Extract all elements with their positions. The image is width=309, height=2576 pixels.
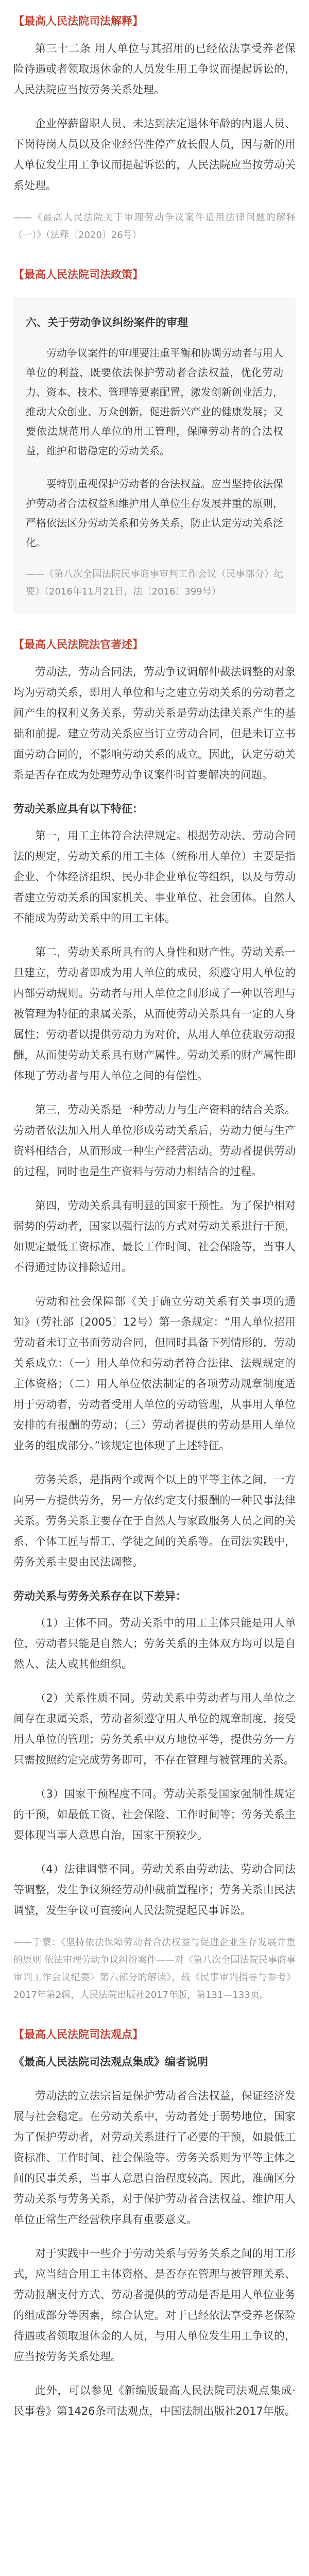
feature-3: 第三，劳动关系是一种劳动力与生产资料的结合关系。劳动者依法加入用人单位形成劳动关系后，劳动力便与生产资料相结合，从而形成一种生产经营活动。劳动者提供劳动的过程，同时也是生产资料与劳动力相结合的过程。 [13, 1104, 296, 1178]
editor-note-paragraph-2: 对于实践中一些介于劳动关系与劳务关系之间的用工形式，应当结合用工主体资格、是否存在管理与被管理关系、劳动报酬支付方式、劳动者提供的劳动是否是用人单位业务的组成部分等因素，综合认定。对于已经依法享受养老保险待遇或者领取退休金的人员，与用人单位发生用工争议的，应当按劳务关系处理。 [13, 2247, 296, 2363]
article-32-paragraph-2: 企业停薪留职人员、未达到法定退休年龄的内退人员、下岗待岗人员以及企业经营性停产放长假人员，因与新的用人单位发生用工争议而提起诉讼的，人民法院应当按劳动关系处理。 [13, 117, 296, 192]
difference-4: （4）法律调整不同。劳动关系由劳动法、劳动合同法等调整，发生争议须经劳动仲裁前置程序；劳务关系由民法调整，发生争议可直接向人民法院提起民事诉讼。 [13, 1863, 296, 1917]
labor-relation-features-title: 劳动关系应具有以下特征： [13, 803, 143, 815]
service-relation-paragraph: 劳务关系，是指两个或两个以上的平等主体之间，一方向另一方提供劳务，另一方依约定支付报酬的一种民事法律关系。劳务关系主要存在于自然人与家政服务人员之间的关系、个体工匠与帮工、学徒之间的关系等。在司法实践中，劳务关系主要由民法调整。 [13, 1473, 296, 1568]
policy-citation: ——《第八次全国法院民事商事审判工作会议（民事部分）纪要》（2016年11月21日，法〔2016〕399号） [26, 569, 283, 597]
editor-note-title: 《最高人民法院司法观点集成》编者说明 [13, 2056, 208, 2068]
section-tag-judicial-view: 【最高人民法院司法观点】 [13, 2028, 143, 2041]
policy-quote-box [13, 297, 296, 614]
policy-paragraph-2: 要特别重视保护劳动者的合法权益。应当坚持依法保护劳动者合法权益和维护用人单位生存发展并重的原则，严格依法区分劳动关系和劳务关系，防止认定劳动关系泛化。 [26, 478, 283, 549]
article-32-paragraph: 第三十二条 用人单位与其招用的已经依法享受养老保险待遇或者领取退休金的人员发生用工争议而提起诉讼的，人民法院应当按劳务关系处理。 [13, 42, 296, 96]
editor-note-paragraph-3: 此外，可以参见《新编版最高人民法院司法观点集成·民事卷》第1426条司法观点，中国法制出版社2017年版。 [13, 2384, 296, 2417]
difference-2: （2）关系性质不同。劳动关系中劳动者与用人单位之间存在隶属关系，劳动者须遵守用人单位的规章制度，接受用人单位的管理；劳务关系中双方地位平等，提供劳务一方只需按照约定完成劳务即可，不存在管理与被管理的关系。 [13, 1692, 296, 1766]
difference-1: （1）主体不同。劳动关系中的用工主体只能是用人单位，劳动者只能是自然人；劳务关系的主体双方均可以是自然人、法人或其他组织。 [13, 1617, 296, 1670]
editor-note-paragraph: 劳动法的立法宗旨是保护劳动者合法权益，保证经济发展与社会稳定。在劳动关系中，劳动者处于弱势地位，国家为了保护劳动者，对劳动关系进行了必要的干预，如最低工资标准、工作时间、社会保险等。劳务关系则为平等主体之间的民事关系，当事人意思自治程度较高。因此，准确区分劳动关系与劳务关系，对于保护劳动者合法权益、维护用人单位正常生产经营秩序具有重要意义。 [13, 2090, 296, 2226]
section-tag-judicial-interpretation: 【最高人民法院司法解释】 [13, 15, 143, 27]
difference-3: （3）国家干预程度不同。劳动关系受国家强制性规定的干预，如最低工资、社会保险、工作时间等；劳务关系主要体现当事人意思自治，国家干预较少。 [13, 1788, 296, 1841]
judge-citation: ——于蒙：《坚持依法保障劳动者合法权益与促进企业生存发展并重的原则 依法审理劳动争议纠纷案件——对〈第八次全国法院民事商事审判工作会议纪要〉第六部分的解读》，载《民事审判指导与参考》2017年第2辑，人民法院出版社2017年版，第131—133页。 [13, 1937, 296, 2001]
section-tag-judge-writing: 【最高人民法院法官著述】 [13, 638, 143, 651]
differences-title: 劳动关系与劳务关系存在以下差异： [13, 1590, 186, 1602]
feature-1: 第一，用工主体符合法律规定。根据劳动法、劳动合同法的规定，劳动关系的用工主体（统称用人单位）主要是指企业、个体经济组织、民办非企业单位等组织，以及与劳动者建立劳动关系的国家机关、事业单位、社会团体。自然人不能成为劳动关系中的用工主体。 [13, 829, 296, 924]
feature-2: 第二，劳动关系所具有的人身性和财产性。劳动关系一旦建立，劳动者即成为用人单位的成员，须遵守用人单位的内部劳动规则。劳动者与用人单位之间形成了一种以管理与被管理为特征的隶属关系，从而使劳动关系具有一定的人身属性；劳动者以提供劳动力为对价，从用人单位获取劳动报酬，从而使劳动关系具有财产属性。劳动关系的财产属性即体现了劳动者与用人单位之间的有偿性。 [13, 946, 296, 1082]
section-tag-judicial-policy: 【最高人民法院司法政策】 [13, 268, 143, 281]
feature-4: 第四，劳动关系具有明显的国家干预性。为了保护相对弱势的劳动者，国家以强行法的方式对劳动关系进行干预，如规定最低工资标准、最长工作时间、社会保险等，当事人不得通过协议排除适用。 [13, 1199, 296, 1274]
source-citation: ——《最高人民法院关于审理劳动争议案件适用法律问题的解释（一）》（法释〔2020〕26号） [13, 212, 296, 241]
policy-paragraph: 劳动争议案件的审理要注重平衡和协调劳动者与用人单位的利益，既要依法保护劳动者合法权益，优化劳动力、资本、技术、管理等要素配置，激发创新创业活力，推动大众创业、万众创新，促进新兴产业的健康发展；又要依法规范用人单位的用工管理，保障劳动者的合法权益，维护和谐稳定的劳动关系。 [26, 347, 283, 457]
policy-heading: 六、关于劳动争议纠纷案件的审理 [26, 316, 188, 329]
judge-paragraph: 劳动法，劳动合同法，劳动争议调解仲裁法调整的对象均为劳动关系，即用人单位和与之建立劳动关系的劳动者之间产生的权利义务关系，劳动关系是劳动法律关系产生的基础和前提。建立劳动关系应当订立劳动合同，但是未订立书面劳动合同的，不影响劳动关系的成立。因此，认定劳动关系是否存在成为处理劳动争议案件时首要解决的问题。 [13, 666, 296, 781]
notice-paragraph: 劳动和社会保障部《关于确立劳动关系有关事项的通知》（劳社部〔2005〕12号）第一条规定：“用人单位招用劳动者未订立书面劳动合同，但同时具备下列情形的，劳动关系成立：（一）用人单位和劳动者符合法律、法规规定的主体资格；（二）用人单位依法制定的各项劳动规章制度适用于劳动者，劳动者受用人单位的劳动管理，从事用人单位安排的有报酬的劳动；（三）劳动者提供的劳动是用人单位业务的组成部分。”该规定也体现了上述特征。 [13, 1295, 296, 1452]
